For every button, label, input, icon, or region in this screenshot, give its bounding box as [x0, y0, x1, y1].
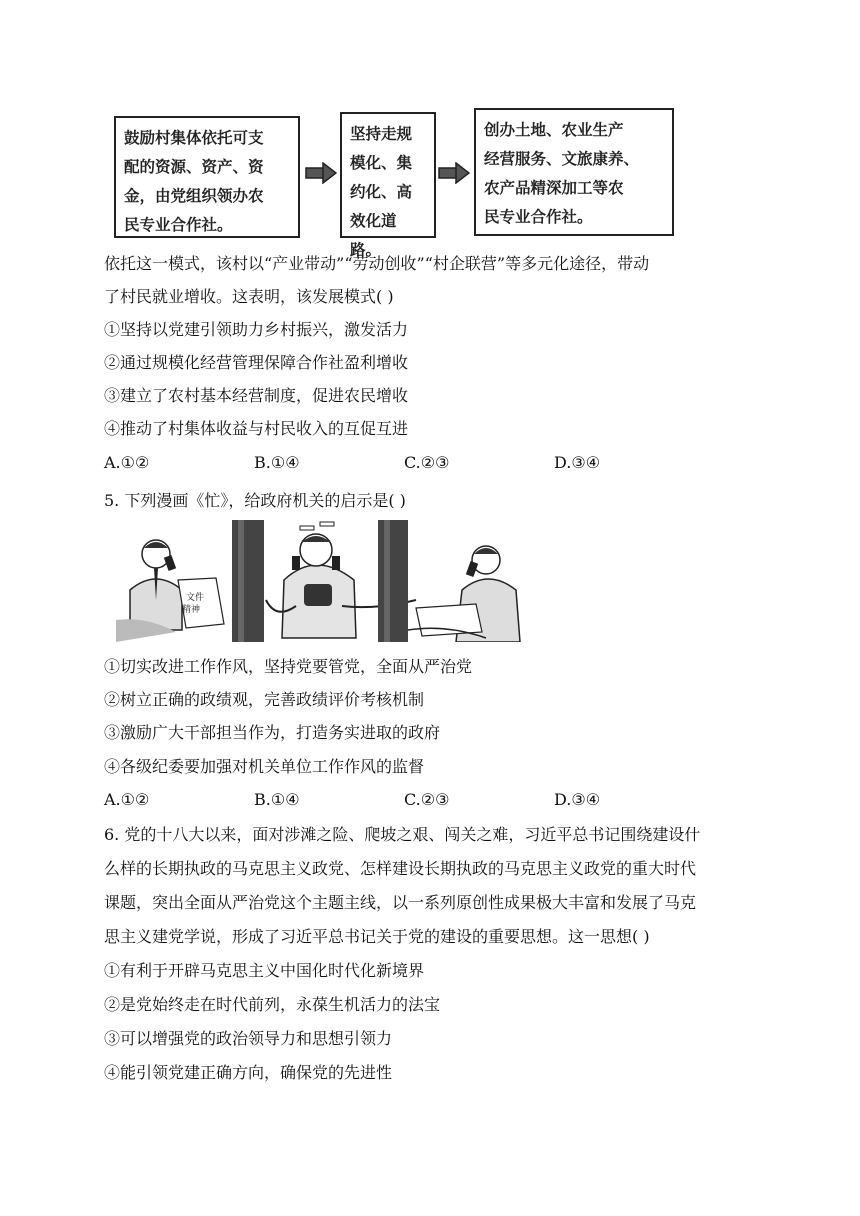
- flow-diagram: [114, 106, 674, 259]
- flow-box-line: 约化、高: [350, 183, 413, 201]
- flow-box-line: 民专业合作社。: [484, 208, 593, 226]
- q4-stem-line: 了村民就业增收。这表明，该发展模式( ): [104, 287, 394, 306]
- q5-item: ③激励广大干部担当作为，打造务实进取的政府: [104, 723, 441, 742]
- cartoon-illustration: [116, 520, 530, 642]
- flow-box-path: [340, 112, 436, 259]
- flow-box-line: 配的资源、资产、资: [124, 158, 264, 176]
- flow-box-line: 效化道路。: [350, 212, 397, 259]
- option-b[interactable]: B.①④: [254, 790, 300, 809]
- q4-item: ②通过规模化经营管理保障合作社盈利增收: [104, 353, 409, 372]
- q4-item: ③建立了农村基本经营制度，促进农民增收: [104, 386, 409, 405]
- q5-item: ②树立正确的政绩观，完善政绩评价考核机制: [104, 690, 425, 709]
- flow-box-line: 经营服务、文旅康养、: [484, 150, 640, 168]
- flow-box-line: 创办土地、农业生产: [484, 121, 624, 139]
- q5-options: [104, 790, 704, 812]
- flow-box-line: 金，由党组织领办农: [124, 187, 264, 205]
- right-arrow-icon: [438, 162, 470, 184]
- q6-stem-line: 6. 党的十八大以来，面对涉滩之险、爬坡之艰、闯关之难，习近平总书记围绕建设什: [104, 825, 701, 844]
- cartoon-busy: [116, 520, 530, 642]
- option-b[interactable]: B.①④: [254, 453, 300, 472]
- flow-box-line: 鼓励村集体依托可支: [124, 129, 264, 147]
- document-label: 文件: [186, 593, 205, 603]
- flow-box-line: 农产品精深加工等农: [484, 179, 624, 197]
- option-c[interactable]: C.②③: [404, 453, 450, 472]
- document-label: 精神: [182, 605, 201, 615]
- q6-item: ②是党始终走在时代前列，永葆生机活力的法宝: [104, 995, 441, 1014]
- flow-box-line: 坚持走规: [350, 125, 413, 143]
- option-d[interactable]: D.③④: [554, 790, 601, 809]
- right-arrow-icon: [305, 162, 337, 184]
- q4-stem-line: 依托这一模式，该村以“产业带动”“劳动创收”“村企联营”等多元化途径，带动: [104, 254, 650, 273]
- flow-box-cooperatives: [474, 108, 674, 236]
- q5-item: ①切实改进工作作风，坚持党要管党，全面从严治党: [104, 657, 473, 676]
- flow-box-line: 民专业合作社。: [124, 216, 233, 234]
- q6-stem-line: 思主义建党学说，形成了习近平总书记关于党的建设的重要思想。这一思想( ): [104, 927, 650, 946]
- option-a[interactable]: A.①②: [104, 790, 150, 809]
- q4-item: ①坚持以党建引领助力乡村振兴，激发活力: [104, 320, 409, 339]
- q5-item: ④各级纪委要加强对机关单位工作作风的监督: [104, 757, 425, 776]
- q6-item: ③可以增强党的政治领导力和思想引领力: [104, 1029, 393, 1048]
- q6-item: ④能引领党建正确方向，确保党的先进性: [104, 1063, 393, 1082]
- q6-stem-line: 么样的长期执政的马克思主义政党、怎样建设长期执政的马克思主义政党的重大时代: [104, 859, 697, 878]
- q4-item: ④推动了村集体收益与村民收入的互促互进: [104, 419, 409, 438]
- flow-box-encourage: [114, 116, 300, 238]
- q6-stem-line: 课题，突出全面从严治党这个主题主线，以一系列原创性成果极大丰富和发展了马克: [104, 893, 697, 912]
- right-official-figure: [408, 546, 520, 642]
- q4-options: [104, 453, 704, 475]
- option-a[interactable]: A.①②: [104, 453, 150, 472]
- q5-stem: 5. 下列漫画《忙》，给政府机关的启示是( ): [104, 491, 406, 510]
- flow-box-line: 模化、集: [350, 154, 413, 172]
- q6-item: ①有利于开辟马克思主义中国化时代化新境界: [104, 961, 425, 980]
- left-official-figure: [116, 540, 224, 642]
- option-d[interactable]: D.③④: [554, 453, 601, 472]
- option-c[interactable]: C.②③: [404, 790, 450, 809]
